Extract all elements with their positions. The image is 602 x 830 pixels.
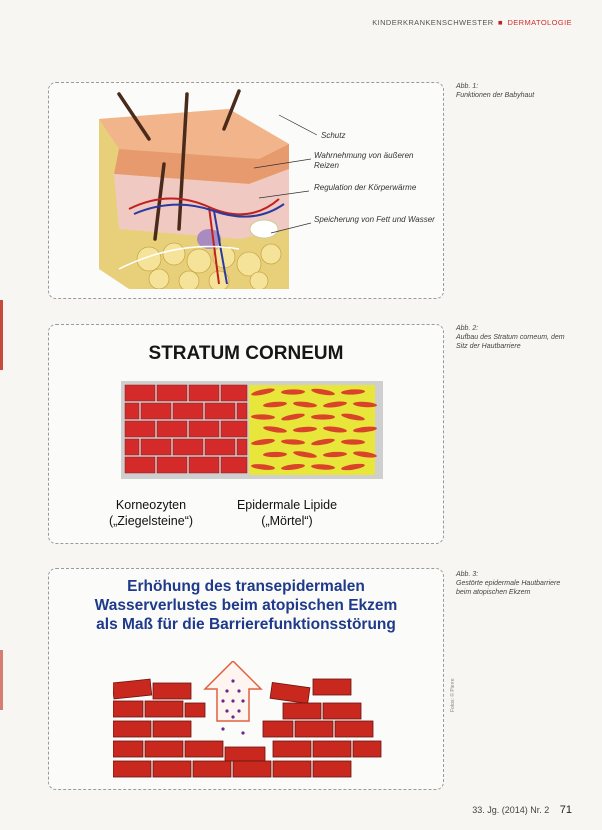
journal-name: KINDERKRANKENSCHWESTER [372,18,494,27]
figure-3-caption [456,570,576,597]
corneocyte-brick [221,421,247,437]
label-protection: Schutz [321,131,346,140]
corneocyte-brick [173,403,203,419]
issue-info: 33. Jg. (2014) Nr. 2 [472,805,550,815]
corneocyte-brick [125,439,139,455]
running-head [372,18,572,27]
label-perception: Wahrnehmung von äußeren Reizen [314,151,414,170]
figure-2-frame [48,324,444,544]
corneocyte-brick [125,457,155,473]
corneocyte-brick [205,403,235,419]
page-edge-mark [0,650,3,710]
epidermal-lipids-legend: Epidermale Lipide („Mörtel“) [236,498,338,528]
corneocyte-brick [125,385,155,401]
page-number: 71 [559,804,572,816]
damaged-brick-wall-illustration [113,661,383,781]
corneocyte-brick [157,457,187,473]
corneocyte-brick [173,439,203,455]
corneocyte-brick [141,403,171,419]
figure-1-caption-label: Abb. 1: [456,83,479,90]
corneocyte-brick [189,457,219,473]
corneocyte-brick [125,403,139,419]
section-name: DERMATOLOGIE [507,18,572,27]
corneocyte-brick [189,421,219,437]
figure-1-frame [48,82,444,299]
brick-mortar-illustration [121,381,383,479]
corneocyte-brick [157,385,187,401]
corneocyte-brick [125,421,155,437]
corneocyte-brick [157,421,187,437]
stratum-corneum-title: STRATUM CORNEUM [148,343,344,364]
figure-1-caption-text: Funktionen der Babyhaut [456,92,535,99]
corneocyte-brick [237,403,247,419]
photo-credit: Fotos: © Pierre [450,678,456,712]
page-footer [472,804,572,816]
corneocyte-brick [237,439,247,455]
corneocyte-brick [221,385,247,401]
figure-2-caption-text: Aufbau des Stratum corneum, dem Sitz der Hautbarriere [456,334,565,350]
figure-3-caption-label: Abb. 3: [456,571,479,578]
label-temperature-regulation: Regulation der Körperwärme [314,183,417,192]
separator-glyph: ■ [498,18,503,27]
figure-3-caption-text: Gestörte epidermale Hautbarriere beim atopischen Ekzem [456,580,561,596]
figure-1-caption [456,82,576,100]
lipid-mortar [311,414,335,419]
figure-3-frame [48,568,444,790]
figure-2-caption-label: Abb. 2: [456,325,479,332]
eczema-title: Erhöhung des transepidermalen Wasserverlustes beim atopischen Ekzem als Maß für die Barrierefunktionsstörung [94,578,398,633]
corneocytes-legend: Korneozyten („Ziegelsteine“) [108,498,194,528]
page-edge-mark [0,300,3,370]
corneocyte-brick [205,439,235,455]
figure-2-caption [456,324,576,351]
corneocyte-brick [221,457,247,473]
label-storage: Speicherung von Fett und Wasser [314,215,435,224]
corneocyte-brick [141,439,171,455]
corneocyte-brick [189,385,219,401]
